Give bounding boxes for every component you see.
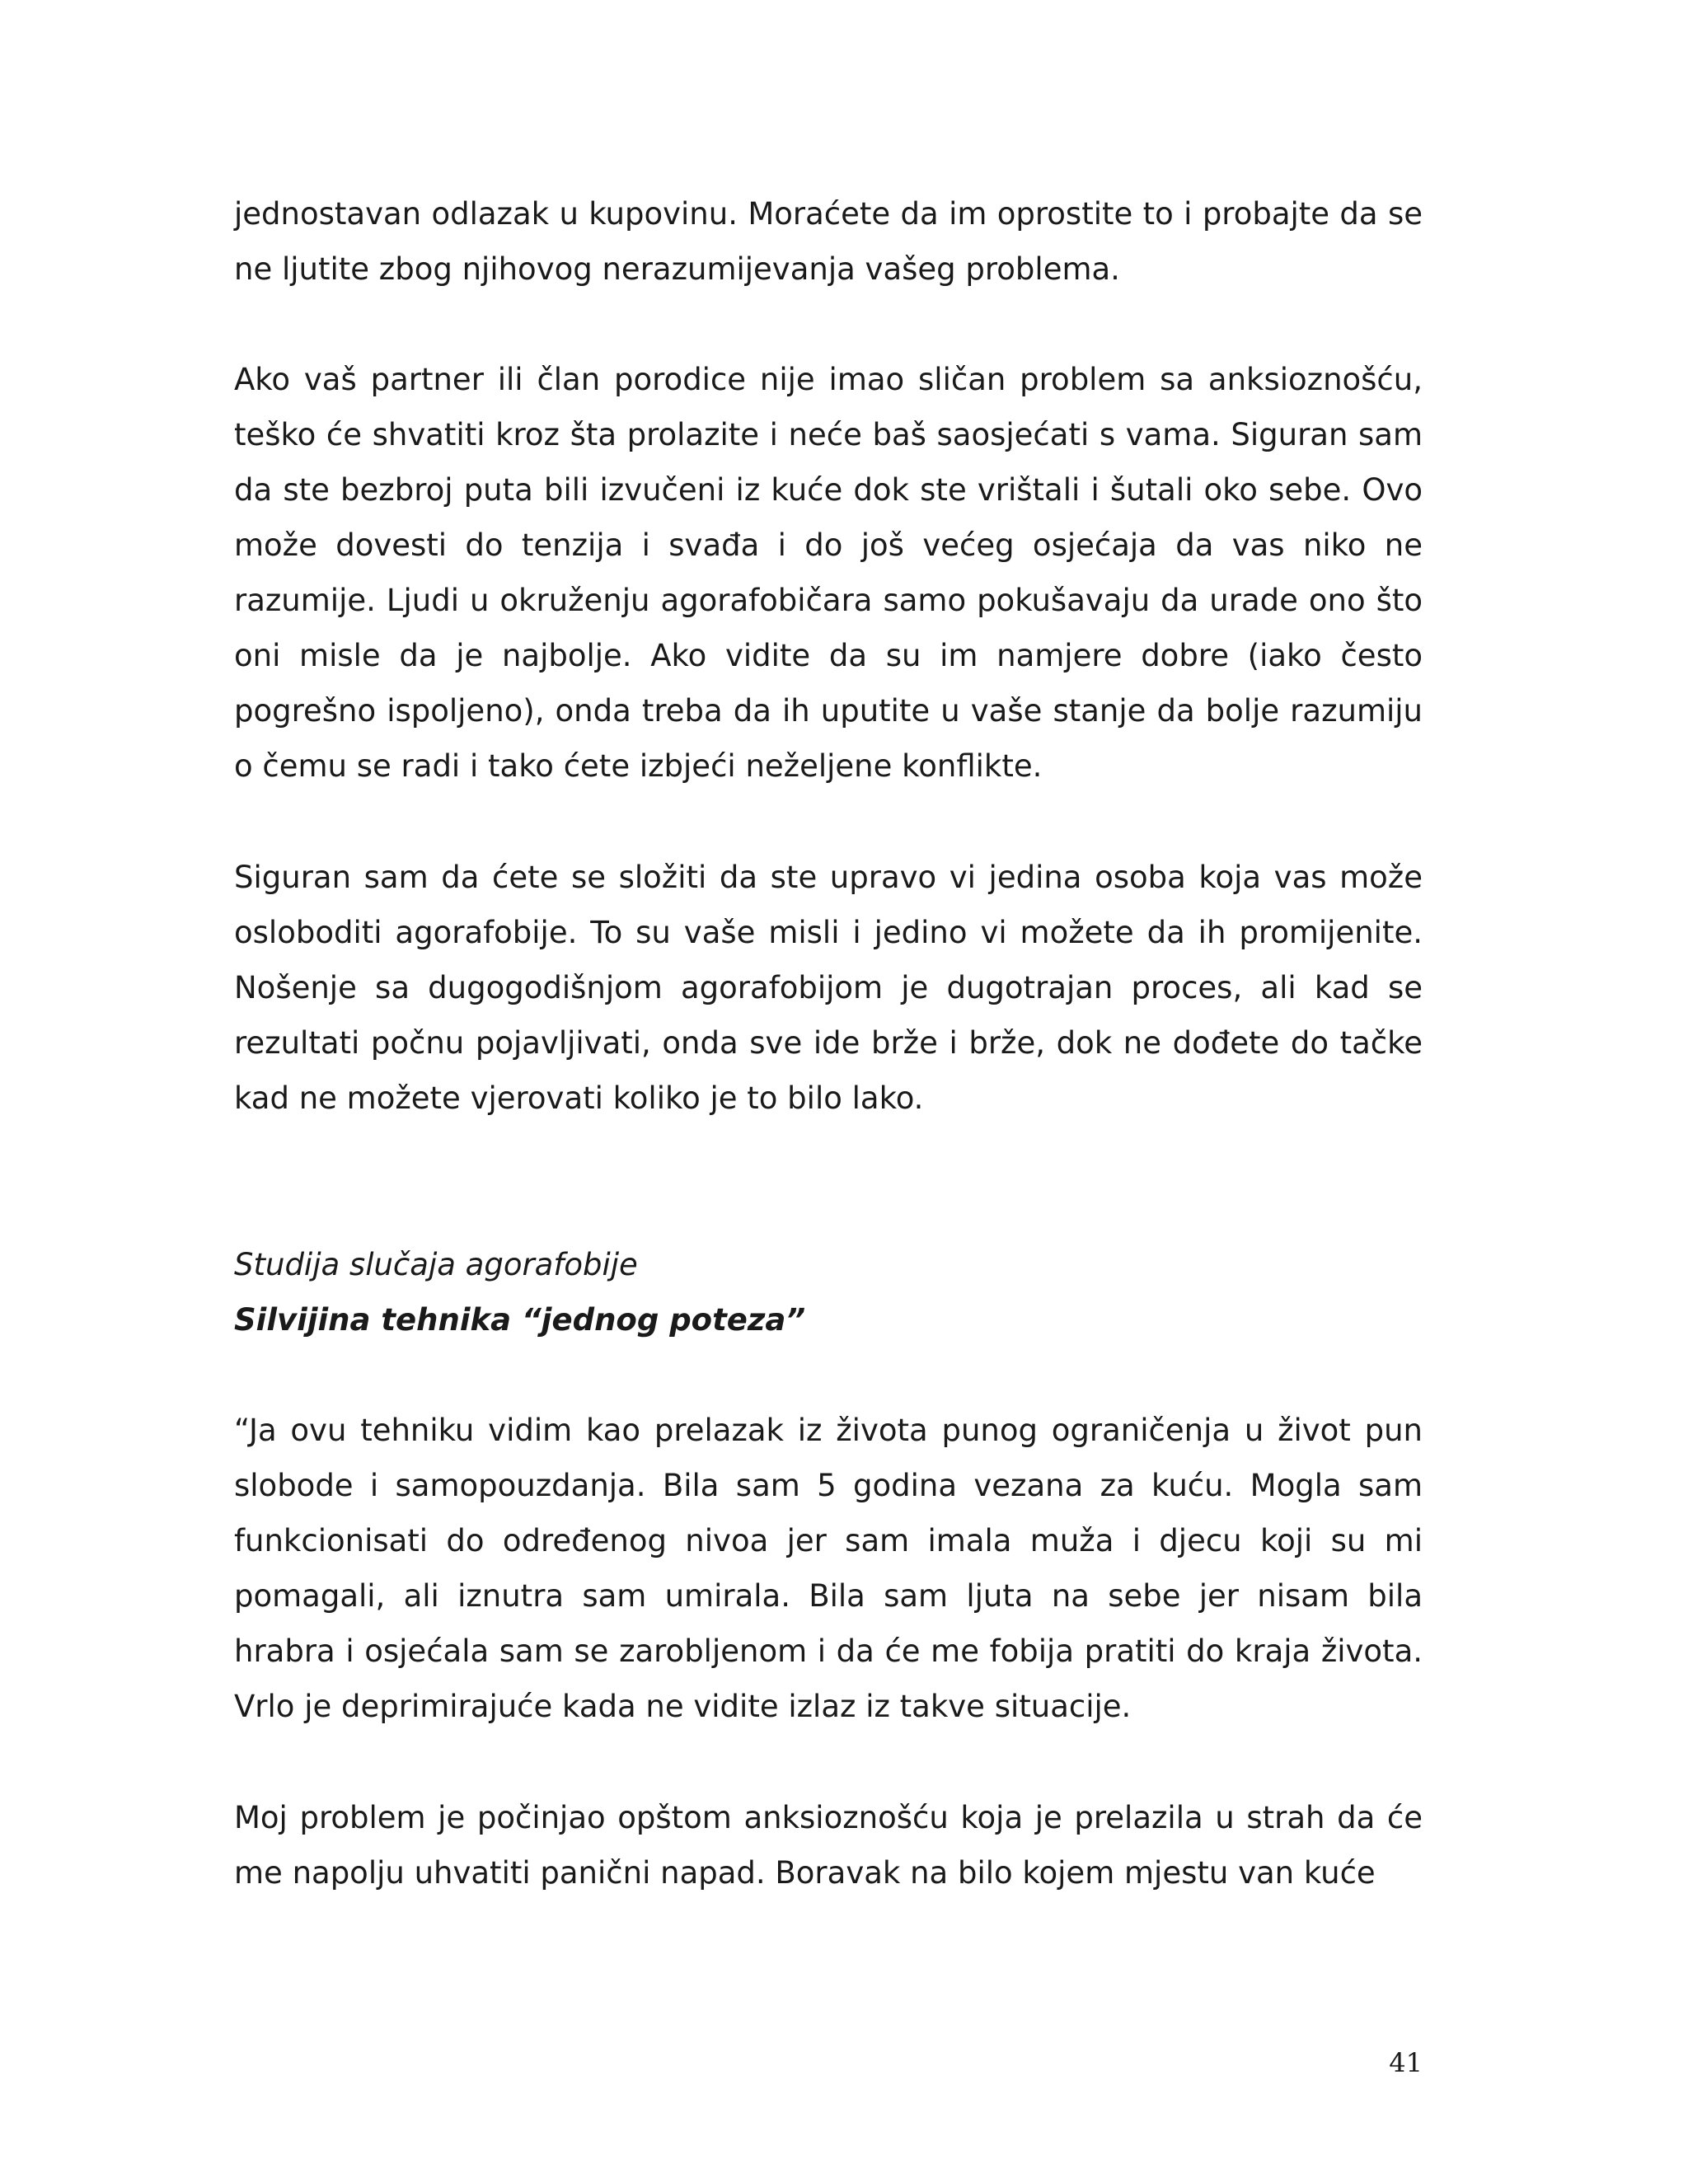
section-title: Silvijina tehnika “jednog poteza”	[234, 1302, 806, 1338]
paragraph-general-anxiety: Moj problem je počinjao opštom anksioznošću koja je prelazila u strah da će me napolju uhvatiti panični napad. Boravak na bilo kojem mjestu van kuće	[234, 1800, 1423, 1891]
page-number: 41	[1389, 2047, 1423, 2079]
section-subtitle: Studija slučaja agorafobije	[234, 1247, 638, 1282]
paragraph-shopping-outing: jednostavan odlazak u kupovinu. Moraćete da im oprostite to i probajte da se ne ljutite zbog njihovog nerazumijevanja vašeg problema.	[234, 196, 1423, 287]
paragraph-case-study-quote: “Ja ovu tehniku vidim kao prelazak iz života punog ograničenja u život pun slobode i samopouzdanja. Bila sam 5 godina vezana za kuću. Mogla sam funkcionisati do određenog nivoa jer sam imala muža i djecu koji su mi pomagali, ali iznutra sam umirala. Bila sam ljuta na sebe jer nisam bila hrabra i osjećala sam se zarobljenom i da će me fobija pratiti do kraja života. Vrlo je deprimirajuće kada ne vidite izlaz iz takve situacije.	[234, 1413, 1423, 1724]
paragraph-self-liberation: Siguran sam da ćete se složiti da ste upravo vi jedina osoba koja vas može osloboditi agorafobije. To su vaše misli i jedino vi možete da ih promijenite. Nošenje sa dugogodišnjom agorafobijom je dugotrajan proces, ali kad se rezultati počnu pojavljivati, onda sve ide brže i brže, dok ne dođete do tačke kad ne možete vjerovati koliko je to bilo lako.	[234, 860, 1423, 1116]
paragraph-partner-understanding: Ako vaš partner ili član porodice nije imao sličan problem sa anksioznošću, teško će shvatiti kroz šta prolazite i neće baš saosjećati s vama. Siguran sam da ste bezbroj puta bili izvučeni iz kuće dok ste vrištali i šutali oko sebe. Ovo može dovesti do tenzija i svađa i do još većeg osjećaja da vas niko ne razumije. Ljudi u okruženju agorafobičara samo pokušavaju da urade ono što oni misle da je najbolje. Ako vidite da su im namjere dobre (iako često pogrešno ispoljeno), onda treba da ih uputite u vaše stanje da bolje razumiju o čemu se radi i tako ćete izbjeći neželjene konflikte.	[234, 362, 1423, 784]
